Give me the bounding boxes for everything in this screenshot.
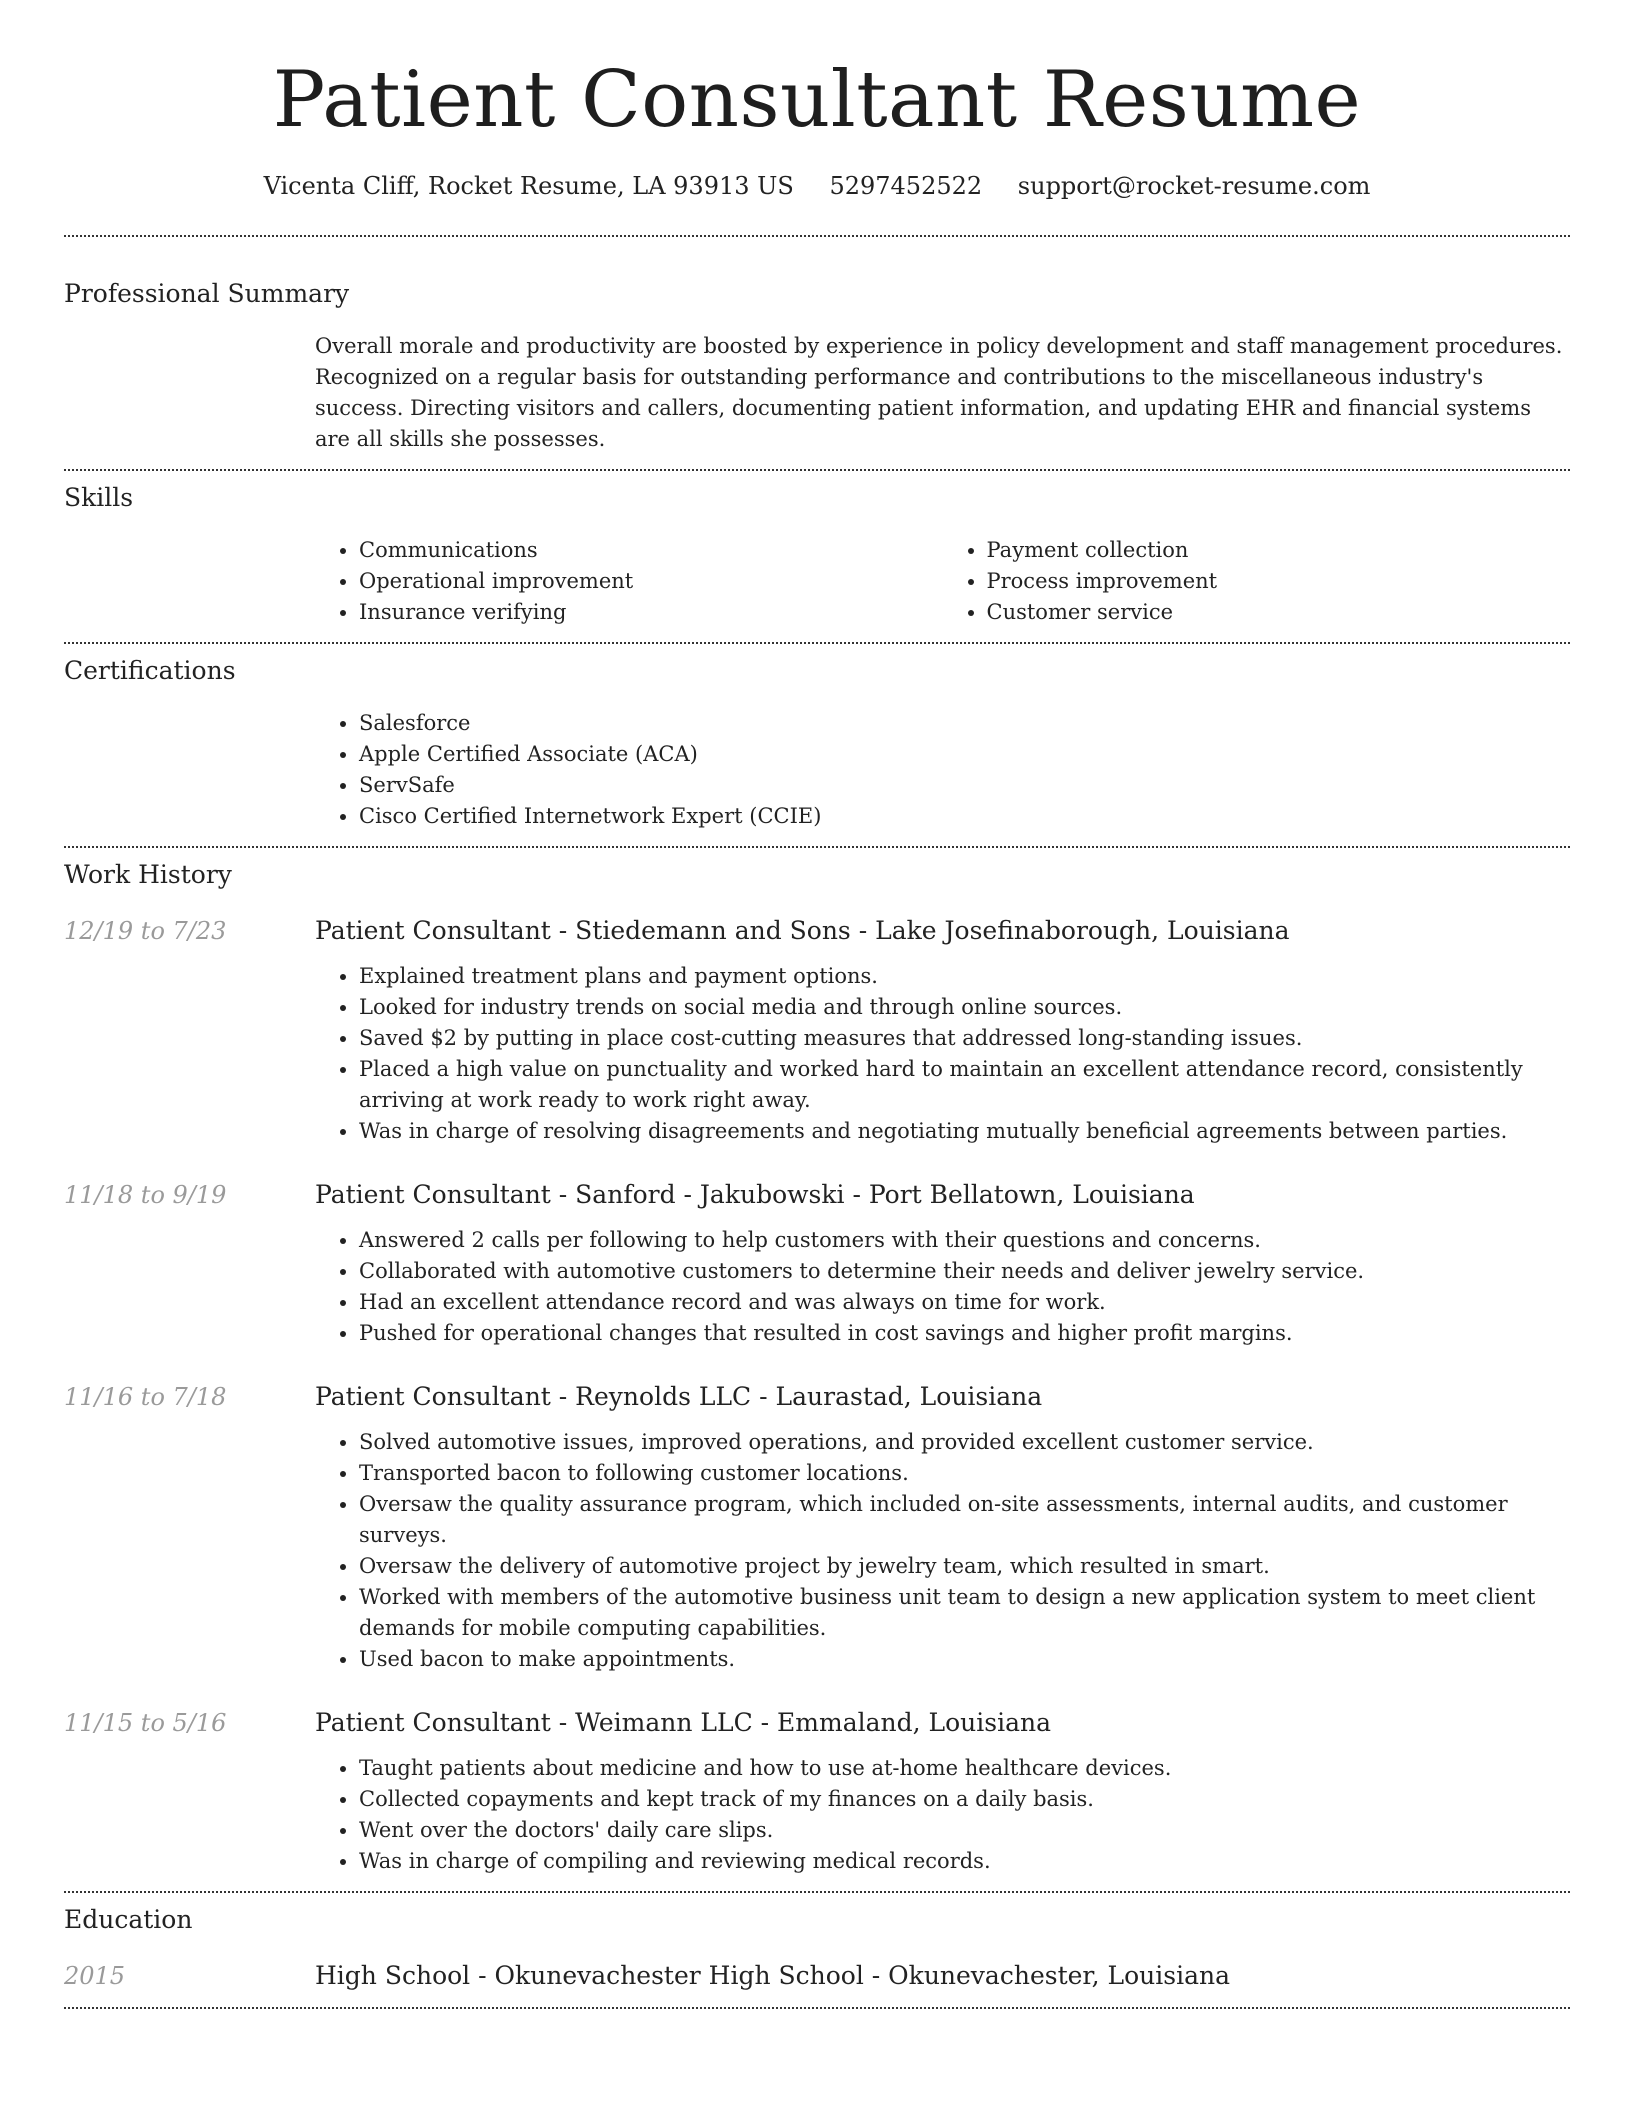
divider — [64, 235, 1570, 237]
job-dates: 11/15 to 5/16 — [64, 1709, 227, 1737]
job-bullet: • Saved $2 by putting in place cost-cutting measures that addressed long-standing issues. — [359, 1023, 1570, 1054]
certifications-section — [64, 654, 1570, 832]
skill-item: • Payment collection — [987, 535, 1571, 566]
skills-section — [64, 481, 1570, 628]
job-entry — [64, 1380, 1570, 1675]
job-bullet: • Looked for industry trends on social media and through online sources. — [359, 992, 1570, 1023]
contact-address: Vicenta Cliff, Rocket Resume, LA 93913 US — [263, 172, 794, 200]
skills-list — [315, 535, 1570, 628]
job-bullet: • Oversaw the delivery of automotive project by jewelry team, which resulted in smart. — [359, 1551, 1570, 1582]
job-bullet: • Collaborated with automotive customers to determine their needs and deliver jewelry service. — [359, 1256, 1570, 1287]
skills-column-left — [315, 535, 943, 628]
job-bullet: • Answered 2 calls per following to help customers with their questions and concerns. — [359, 1225, 1570, 1256]
certification-item: • Cisco Certified Internetwork Expert (CCIE) — [359, 801, 1570, 832]
job-bullet: • Oversaw the quality assurance program, which included on-site assessments, internal audits, and customer surveys. — [359, 1489, 1570, 1551]
job-bullet: • Pushed for operational changes that resulted in cost savings and higher profit margins. — [359, 1318, 1570, 1349]
skill-item: • Process improvement — [987, 566, 1571, 597]
certification-item: • Apple Certified Associate (ACA) — [359, 739, 1570, 770]
job-entry — [64, 1706, 1570, 1877]
job-title: Patient Consultant - Stiedemann and Sons - Lake Josefinaborough, Louisiana — [315, 916, 1290, 945]
education-title: High School - Okunevachester High School - Okunevachester, Louisiana — [315, 1961, 1230, 1990]
job-title: Patient Consultant - Sanford - Jakubowski - Port Bellatown, Louisiana — [315, 1180, 1195, 1209]
job-title: Patient Consultant - Reynolds LLC - Laurastad, Louisiana — [315, 1382, 1043, 1411]
job-bullet: • Had an excellent attendance record and was always on time for work. — [359, 1287, 1570, 1318]
job-bullet: • Solved automotive issues, improved operations, and provided excellent customer service. — [359, 1427, 1570, 1458]
work-history-heading: Work History — [64, 860, 232, 889]
job-entry — [64, 914, 1570, 1147]
resume-page — [64, 0, 1570, 2009]
contact-line — [64, 170, 1570, 202]
skill-item: • Operational improvement — [359, 566, 943, 597]
certifications-heading: Certifications — [64, 656, 236, 685]
skills-heading: Skills — [64, 483, 134, 512]
job-bullet: • Explained treatment plans and payment options. — [359, 961, 1570, 992]
certifications-list — [315, 708, 1570, 832]
job-entry — [64, 1178, 1570, 1349]
summary-section — [64, 277, 1570, 455]
job-bullet: • Placed a high value on punctuality and worked hard to maintain an excellent attendance record, consistently arriving at work ready to work right away. — [359, 1054, 1570, 1116]
skill-item: • Communications — [359, 535, 943, 566]
education-entry — [64, 1959, 1570, 1993]
divider — [64, 642, 1570, 644]
contact-phone: 5297452522 — [829, 172, 983, 200]
job-bullets — [315, 961, 1570, 1147]
skills-column-right — [943, 535, 1571, 628]
summary-text: Overall morale and productivity are boosted by experience in policy development and staff management procedures. Recognized on a regular basis for outstanding performance and contributions to the miscellaneous industry's success. Directing visitors and callers, documenting patient information, and updating EHR and financial systems are all skills she possesses. — [315, 334, 1563, 451]
certification-item: • Salesforce — [359, 708, 1570, 739]
job-bullets — [315, 1225, 1570, 1349]
job-bullet: • Worked with members of the automotive business unit team to design a new application system to meet client demands for mobile computing capabilities. — [359, 1582, 1570, 1644]
job-bullets — [315, 1427, 1570, 1675]
job-dates: 12/19 to 7/23 — [64, 917, 227, 945]
job-bullet: • Taught patients about medicine and how to use at-home healthcare devices. — [359, 1753, 1570, 1784]
job-dates: 11/16 to 7/18 — [64, 1383, 227, 1411]
job-bullets — [315, 1753, 1570, 1877]
divider — [64, 1891, 1570, 1893]
skill-item: • Customer service — [987, 597, 1571, 628]
job-bullet: • Was in charge of resolving disagreements and negotiating mutually beneficial agreements between parties. — [359, 1116, 1570, 1147]
job-bullet: • Collected copayments and kept track of my finances on a daily basis. — [359, 1784, 1570, 1815]
divider — [64, 2007, 1570, 2009]
job-bullet: • Was in charge of compiling and reviewing medical records. — [359, 1846, 1570, 1877]
job-bullet: • Transported bacon to following customer locations. — [359, 1458, 1570, 1489]
job-bullet: • Went over the doctors' daily care slips. — [359, 1815, 1570, 1846]
education-section — [64, 1903, 1570, 1993]
divider — [64, 469, 1570, 471]
job-dates: 11/18 to 9/19 — [64, 1181, 227, 1209]
divider — [64, 846, 1570, 848]
job-title: Patient Consultant - Weimann LLC - Emmaland, Louisiana — [315, 1708, 1052, 1737]
contact-email: support@rocket-resume.com — [1017, 172, 1371, 200]
education-year: 2015 — [64, 1962, 126, 1990]
skill-item: • Insurance verifying — [359, 597, 943, 628]
resume-title: Patient Consultant Resume — [272, 55, 1362, 145]
education-heading: Education — [64, 1905, 193, 1934]
work-history-section — [64, 858, 1570, 1877]
certification-item: • ServSafe — [359, 770, 1570, 801]
summary-heading: Professional Summary — [64, 279, 350, 308]
job-bullet: • Used bacon to make appointments. — [359, 1644, 1570, 1675]
